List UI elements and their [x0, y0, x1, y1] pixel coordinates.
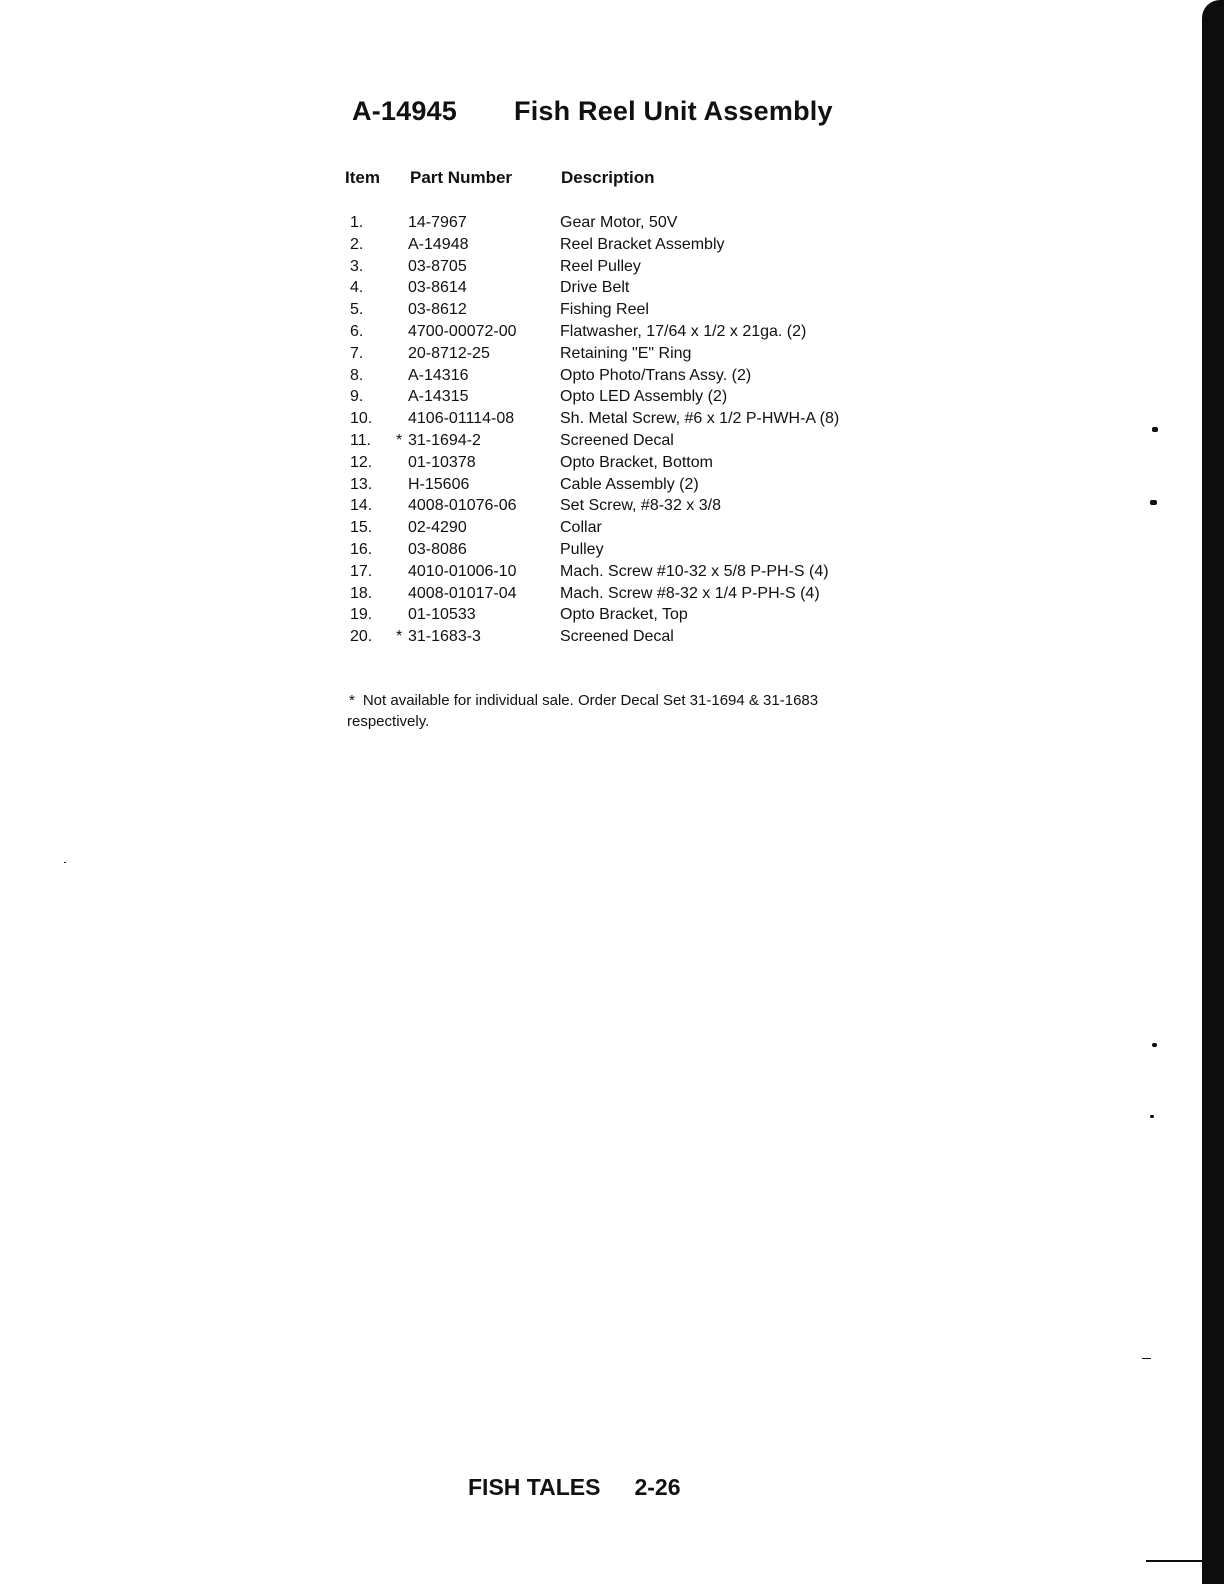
part-number: A-14315: [408, 388, 469, 406]
table-row: [348, 343, 908, 365]
item-number: 15.: [350, 519, 373, 537]
item-number: 7.: [350, 344, 364, 362]
part-number: 4010-01006-10: [408, 562, 517, 580]
table-row: [348, 626, 908, 648]
table-row: [348, 517, 908, 539]
page-title: [352, 96, 833, 127]
table-row: [348, 256, 908, 278]
page-edge-shadow: [1202, 0, 1224, 1584]
scan-mark: [1150, 500, 1157, 505]
item-number: 13.: [350, 475, 373, 493]
part-number: 20-8712-25: [408, 344, 490, 362]
parts-list: [348, 212, 908, 648]
part-number: 31-1694-2: [408, 431, 481, 449]
part-number: 4700-00072-00: [408, 322, 517, 340]
footer-title: FISH TALES: [468, 1474, 601, 1500]
footer-page-number: 2-26: [634, 1474, 681, 1500]
item-number: 20.: [350, 628, 373, 646]
part-number: 31-1683-3: [408, 628, 481, 646]
part-number: 02-4290: [408, 519, 467, 537]
part-description: Opto Photo/Trans Assy. (2): [560, 366, 752, 384]
part-description: Opto LED Assembly (2): [560, 388, 728, 406]
assembly-part-number: A-14945: [352, 96, 457, 126]
part-description: Mach. Screw #10-32 x 5/8 P-PH-S (4): [560, 562, 829, 580]
part-description: Set Screw, #8-32 x 3/8: [560, 497, 721, 515]
column-header-part-number: Part Number: [410, 168, 513, 187]
part-number: 01-10533: [408, 606, 476, 624]
table-row: [348, 430, 908, 452]
part-number: 4008-01017-04: [408, 584, 517, 602]
item-number: 1.: [350, 214, 364, 231]
part-number: A-14948: [408, 235, 469, 253]
item-number: 6.: [350, 322, 364, 340]
part-number: 03-8614: [408, 279, 467, 297]
part-number: 4008-01076-06: [408, 497, 517, 515]
item-number: 5.: [350, 301, 364, 319]
part-description: Reel Pulley: [560, 257, 641, 275]
table-row: [348, 495, 908, 517]
not-for-sale-asterisk: *: [396, 628, 403, 646]
table-row: [348, 299, 908, 321]
part-number: H-15606: [408, 475, 470, 493]
item-number: 10.: [350, 410, 373, 428]
table-row: [348, 583, 908, 605]
part-number: A-14316: [408, 366, 469, 384]
table-row: [348, 452, 908, 474]
part-description: Collar: [560, 519, 602, 537]
table-row: [348, 321, 908, 343]
part-description: Opto Bracket, Bottom: [560, 453, 713, 471]
part-description: Mach. Screw #8-32 x 1/4 P-PH-S (4): [560, 584, 820, 602]
scan-mark: [1152, 427, 1158, 432]
item-number: 11.: [350, 431, 372, 449]
footnote: [347, 690, 867, 732]
item-number: 14.: [350, 497, 373, 515]
item-number: 16.: [350, 540, 373, 558]
part-description: Drive Belt: [560, 279, 630, 297]
part-number: 03-8705: [408, 257, 467, 275]
part-description: Flatwasher, 17/64 x 1/2 x 21ga. (2): [560, 322, 807, 340]
part-description: Screened Decal: [560, 431, 674, 449]
table-row: [348, 408, 908, 430]
part-description: Retaining "E" Ring: [560, 344, 692, 362]
table-row: [348, 365, 908, 387]
table-row: [348, 604, 908, 626]
footnote-asterisk: *: [349, 692, 355, 709]
table-row: [348, 474, 908, 496]
part-description: Fishing Reel: [560, 301, 649, 319]
not-for-sale-asterisk: *: [396, 431, 403, 449]
item-number: 8.: [350, 366, 364, 384]
table-row: [348, 212, 908, 234]
part-description: Gear Motor, 50V: [560, 214, 678, 231]
part-number: 03-8086: [408, 540, 467, 558]
page-edge-bottom-line: [1146, 1560, 1202, 1562]
part-description: Screened Decal: [560, 628, 674, 646]
part-number: 03-8612: [408, 301, 467, 319]
part-number: 14-7967: [408, 214, 467, 231]
scan-mark: [1142, 1358, 1151, 1359]
table-row: [348, 234, 908, 256]
part-description: Reel Bracket Assembly: [560, 235, 725, 253]
item-number: 17.: [350, 562, 373, 580]
table-row: [348, 277, 908, 299]
item-number: 18.: [350, 584, 373, 602]
part-description: Opto Bracket, Top: [560, 606, 688, 624]
part-number: 01-10378: [408, 453, 476, 471]
scan-mark: [64, 862, 66, 863]
table-row: [348, 539, 908, 561]
item-number: 12.: [350, 453, 373, 471]
item-number: 9.: [350, 388, 364, 406]
column-header-description: Description: [561, 168, 655, 187]
assembly-name: Fish Reel Unit Assembly: [514, 96, 833, 126]
part-description: Pulley: [560, 540, 604, 558]
table-row: [348, 561, 908, 583]
part-description: Cable Assembly (2): [560, 475, 699, 493]
item-number: 2.: [350, 235, 364, 253]
part-number: 4106-01114-08: [408, 410, 515, 428]
scan-mark: [1152, 1043, 1157, 1047]
part-description: Sh. Metal Screw, #6 x 1/2 P-HWH-A (8): [560, 410, 840, 428]
item-number: 19.: [350, 606, 373, 624]
page-footer: [468, 1474, 681, 1501]
item-number: 4.: [350, 279, 364, 297]
column-header-item: Item: [345, 168, 380, 187]
footnote-text: Not available for individual sale. Order Decal Set 31-1694 & 31-1683 respectively.: [347, 692, 819, 730]
table-row: [348, 386, 908, 408]
scan-mark: [1150, 1115, 1154, 1118]
item-number: 3.: [350, 257, 364, 275]
